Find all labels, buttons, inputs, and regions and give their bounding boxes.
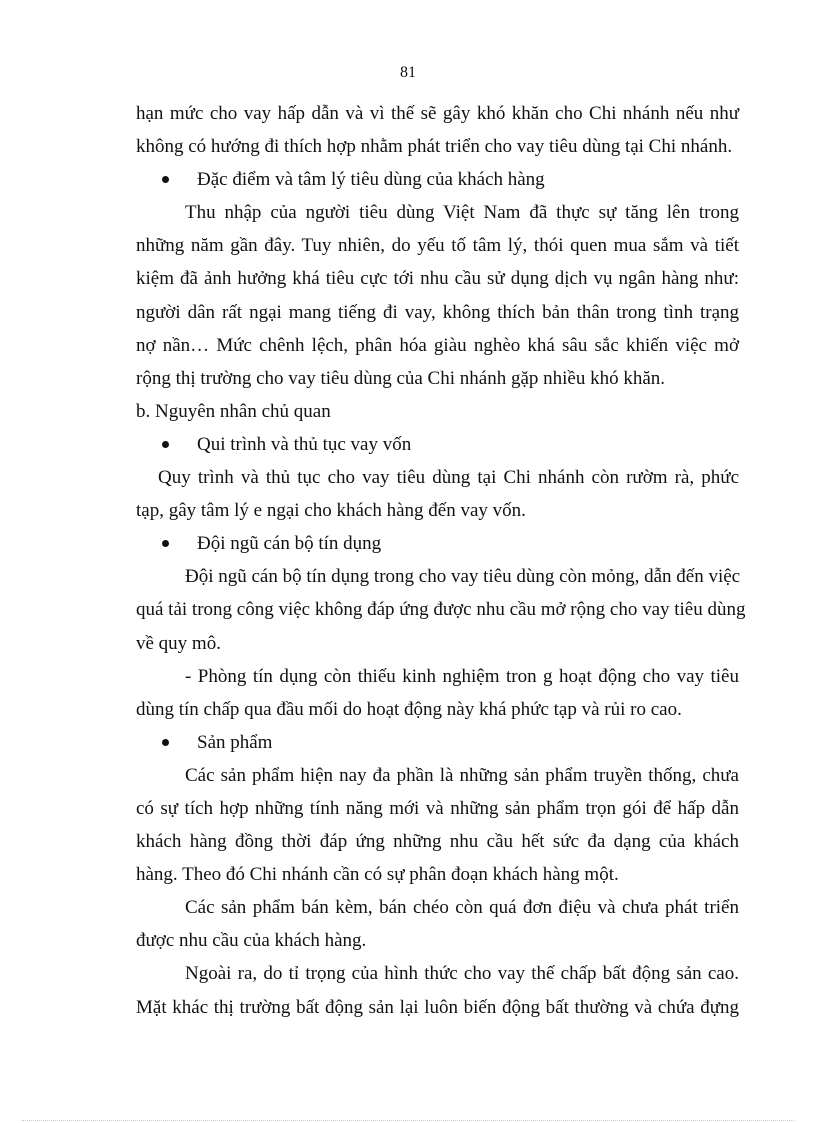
bullet-icon bbox=[162, 739, 169, 746]
text-line: khách hàng đồng thời đáp ứng những nhu cầu hết sức đa dạng của khách bbox=[136, 831, 739, 853]
page-number: 81 bbox=[400, 64, 416, 81]
text-line: Mặt khác thị trường bất động sản lại luôn biến động bất thường và chứa đựng bbox=[136, 996, 739, 1018]
section-heading: b. Nguyên nhân chủ quan bbox=[136, 400, 331, 422]
text-line: được nhu cầu của khách hàng. bbox=[136, 930, 367, 952]
bullet-heading bbox=[136, 726, 739, 759]
text-line: hạn mức cho vay hấp dẫn và vì thế sẽ gây khó khăn cho Chi nhánh nếu như bbox=[136, 103, 739, 124]
text-line: người dân rất ngại mang tiếng đi vay, không thích bản thân trong tình trạng bbox=[136, 301, 739, 323]
text-line: Ngoài ra, do tỉ trọng của hình thức cho vay thế chấp bất động sản cao. bbox=[185, 963, 739, 985]
bullet-heading-text: Đặc điểm và tâm lý tiêu dùng của khách hàng bbox=[197, 169, 545, 191]
text-line: rộng thị trường cho vay tiêu dùng của Chi nhánh gặp nhiều khó khăn. bbox=[136, 367, 666, 389]
text-line: những năm gần đây. Tuy nhiên, do yếu tố tâm lý, thói quen mua sắm và tiết bbox=[136, 235, 739, 257]
text-line: có sự tích hợp những tính năng mới và những sản phẩm trọn gói để hấp dẫn bbox=[136, 797, 739, 819]
bullet-heading bbox=[136, 527, 739, 560]
bullet-heading-text: Sản phẩm bbox=[197, 731, 273, 753]
text-line: nợ nần… Mức chênh lệch, phân hóa giàu nghèo khá sâu sắc khiến việc mở bbox=[136, 334, 739, 356]
text-line: về quy mô. bbox=[136, 632, 221, 654]
document-body bbox=[136, 97, 746, 1024]
bullet-heading bbox=[136, 163, 739, 196]
bullet-icon bbox=[162, 441, 169, 448]
bullet-heading-text: Đội ngũ cán bộ tín dụng bbox=[197, 533, 382, 555]
text-line: tạp, gây tâm lý e ngại cho khách hàng đến vay vốn. bbox=[136, 500, 526, 522]
text-line: hàng. Theo đó Chi nhánh cần có sự phân đoạn khách hàng một. bbox=[136, 864, 619, 886]
text-line: - Phòng tín dụng còn thiếu kinh nghiệm tron g hoạt động cho vay tiêu bbox=[185, 665, 739, 687]
text-line: Các sản phẩm hiện nay đa phần là những sản phẩm truyền thống, chưa bbox=[185, 764, 739, 786]
text-line: dùng tín chấp qua đầu mối do hoạt động này khá phức tạp và rủi ro cao. bbox=[136, 698, 682, 720]
text-line: Thu nhập của người tiêu dùng Việt Nam đã thực sự tăng lên trong bbox=[185, 202, 739, 224]
text-line: không có hướng đi thích hợp nhằm phát triển cho vay tiêu dùng tại Chi nhánh. bbox=[136, 136, 733, 158]
text-line: quá tải trong công việc không đáp ứng được nhu cầu mở rộng cho vay tiêu dùng bbox=[136, 599, 746, 621]
bullet-heading-text: Qui trình và thủ tục vay vốn bbox=[197, 433, 412, 455]
bullet-icon bbox=[162, 176, 169, 183]
text-line: Các sản phẩm bán kèm, bán chéo còn quá đơn điệu và chưa phát triển bbox=[185, 897, 739, 919]
bullet-heading bbox=[136, 428, 739, 461]
text-line: Đội ngũ cán bộ tín dụng trong cho vay tiêu dùng còn mỏng, dẫn đến việc bbox=[185, 566, 741, 588]
bullet-icon bbox=[162, 540, 169, 547]
text-line: kiệm đã ảnh hưởng khá tiêu cực tới nhu cầu sử dụng dịch vụ ngân hàng như: bbox=[136, 268, 739, 290]
page-bottom-rule bbox=[22, 1120, 794, 1121]
text-line: Quy trình và thủ tục cho vay tiêu dùng tại Chi nhánh còn rườm rà, phức bbox=[158, 467, 739, 489]
